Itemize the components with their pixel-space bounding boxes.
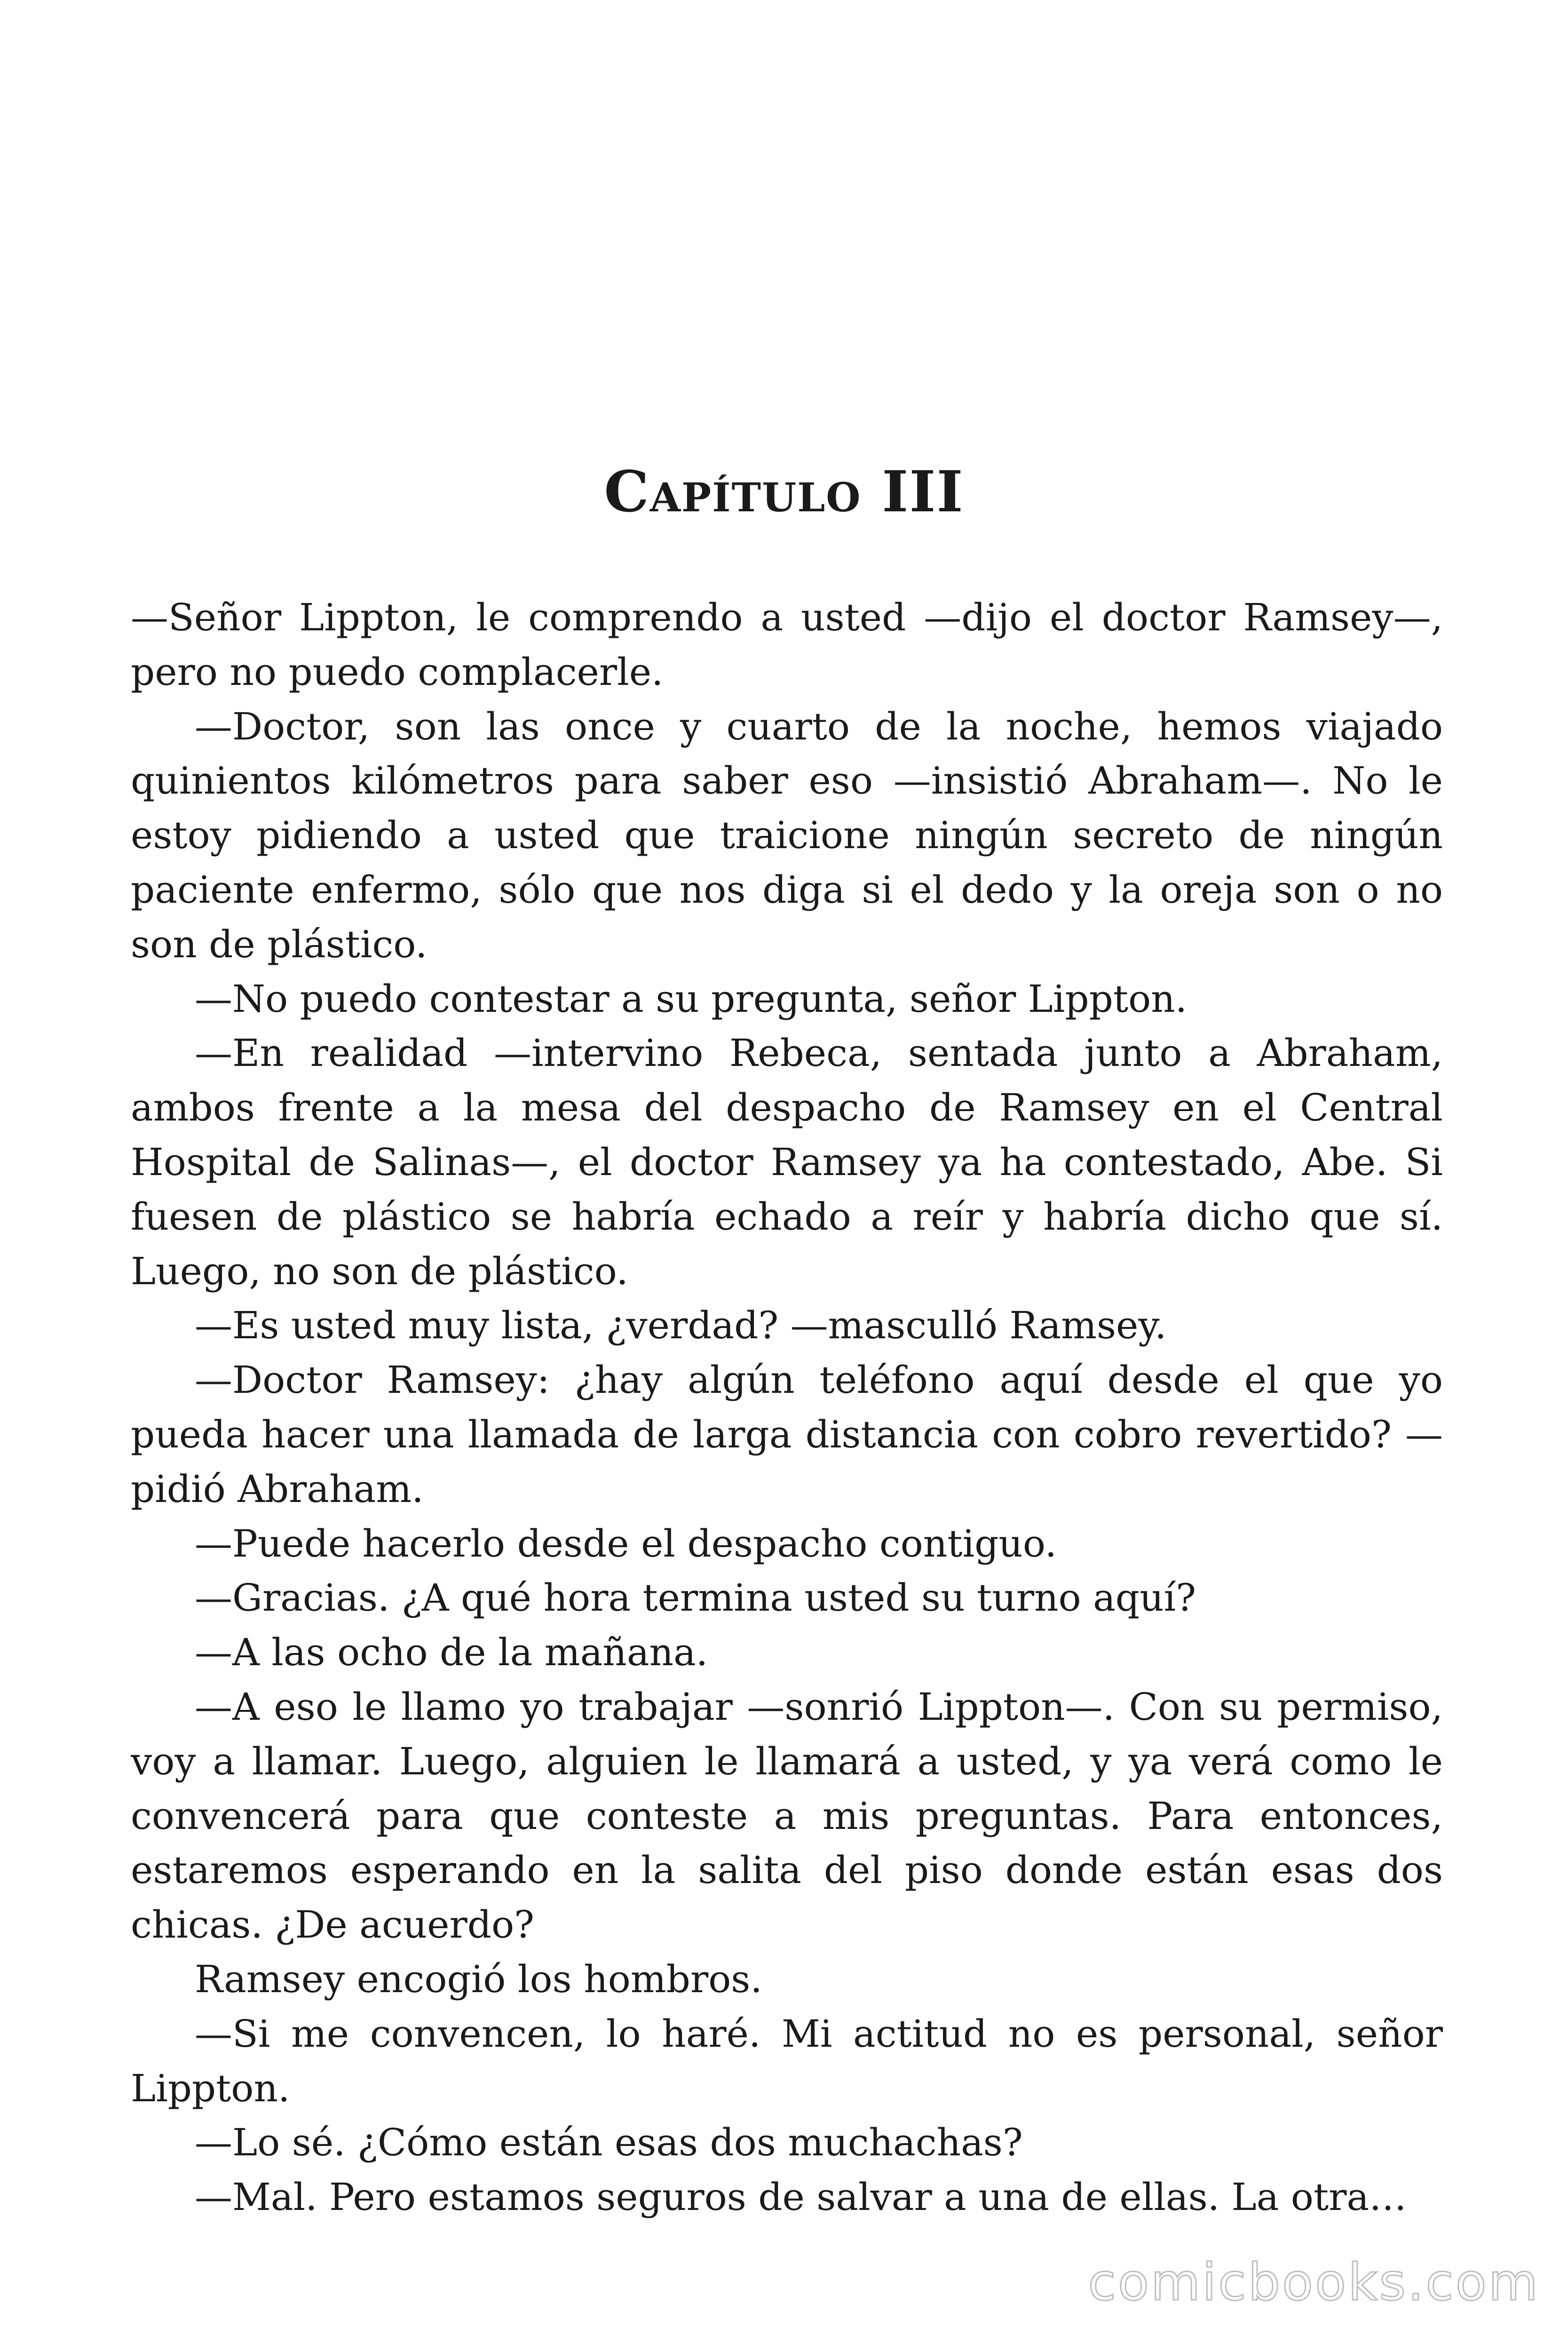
- paragraph: —Doctor, son las once y cuarto de la noche, hemos viajado quinientos kilómetros para saber eso —insistió Abraham—. No le estoy pidiendo a usted que traicione ningún secreto de ningún paciente enfermo, sólo que nos diga si el dedo y la oreja son o no son de plástico.: [131, 704, 1443, 966]
- paragraph: —Doctor Ramsey: ¿hay algún teléfono aquí desde el que yo pueda hacer una llamada de larga distancia con cobro revertido? —pidió Abraham.: [131, 1358, 1443, 1511]
- paragraph: —Es usted muy lista, ¿verdad? —masculló Ramsey.: [195, 1303, 1167, 1348]
- paragraph: —Lo sé. ¿Cómo están esas dos muchachas?: [195, 2121, 1023, 2165]
- watermark: comicbooks.com: [1088, 2253, 1540, 2312]
- paragraph: —A las ocho de la mañana.: [195, 1630, 708, 1675]
- paragraph: —Si me convencen, lo haré. Mi actitud no es personal, señor Lippton.: [131, 2011, 1443, 2110]
- paragraph: —A eso le llamo yo trabajar —sonrió Lippton—. Con su permiso, voy a llamar. Luego, alguien le llamará a usted, y ya verá como le convencerá para que conteste a mis preguntas. Para entonces, estaremos esperando en la salita del piso donde están esas dos chicas. ¿De acuerdo?: [131, 1685, 1443, 1947]
- chapter-title: Capítulo III: [604, 459, 964, 525]
- paragraph: —Mal. Pero estamos seguros de salvar a una de ellas. La otra…: [195, 2175, 1407, 2219]
- paragraph: —Gracias. ¿A qué hora termina usted su turno aquí?: [195, 1576, 1196, 1620]
- paragraph: —En realidad —intervino Rebeca, sentada junto a Abraham, ambos frente a la mesa del despacho de Ramsey en el Central Hospital de Salinas—, el doctor Ramsey ya ha contestado, Abe. Si fuesen de plástico se habría echado a reír y habría dicho que sí. Luego, no son de plástico.: [131, 1031, 1443, 1293]
- paragraph: —Puede hacerlo desde el despacho contiguo.: [195, 1521, 1057, 1565]
- chapter-body: [131, 590, 1443, 2225]
- paragraph: Ramsey encogió los hombros.: [195, 1957, 762, 2001]
- paragraph: —No puedo contestar a su pregunta, señor Lippton.: [195, 977, 1188, 1021]
- paragraph: —Señor Lippton, le comprendo a usted —dijo el doctor Ramsey—, pero no puedo complacerle.: [131, 596, 1443, 694]
